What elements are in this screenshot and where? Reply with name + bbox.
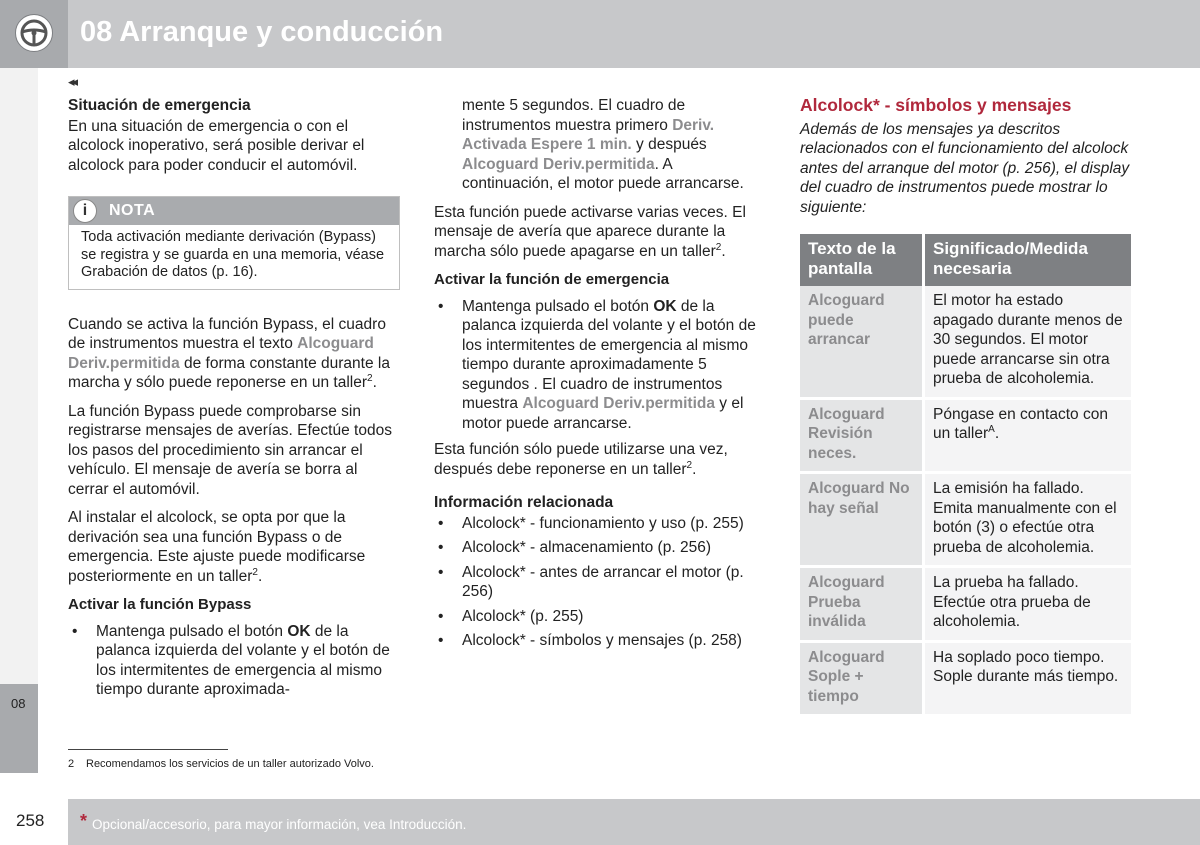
related-links — [434, 514, 766, 651]
related-link[interactable]: • Alcolock* (p. 255) — [434, 607, 766, 627]
bypass-step-continuation: mente 5 segundos. El cuadro de instrumentos muestra primero Deriv. Activada Espere 1 min. y después Alcoguard Deriv.permitida. A continuación, el motor puede arrancarse. — [462, 97, 744, 192]
meaning-cell: Ha soplado poco tiempo. Sople durante más tiempo. — [925, 643, 1131, 718]
bypass-paragraph: Cuando se activa la función Bypass, el cuadro de instrumentos muestra el texto Alcoguard Deriv.permitida de forma constante durante la marcha y sólo puede reponerse en un taller$^2$. — [68, 315, 390, 391]
repeat-paragraph: Esta función puede activarse varias veces. El mensaje de avería que aparece durante la marcha sólo puede apagarse en un taller$^2$. — [434, 203, 746, 260]
meaning-cell: El motor ha estado apagado durante menos de 30 segundos. El motor puede arrancarse sin otra prueba de alcoholemia. — [925, 286, 1131, 400]
bypass-steps — [68, 622, 400, 700]
single-use-paragraph: Esta función sólo puede utilizarse una vez, después debe reponerse en un taller$^2$. — [434, 441, 728, 478]
emergency-heading: Situación de emergencia — [68, 97, 251, 114]
column-header: Significado/Medida necesaria — [925, 234, 1131, 286]
activate-emergency-heading: Activar la función de emergencia — [434, 271, 670, 288]
meaning-cell: La prueba ha fallado. Efectúe otra prueba de alcoholemia. — [925, 568, 1131, 643]
chapter-side-tab — [0, 684, 38, 773]
related-link[interactable]: • Alcolock* - almacenamiento (p. 256) — [434, 538, 766, 558]
table-row — [800, 568, 1131, 643]
note-title: NOTA — [109, 202, 156, 219]
section-intro: Además de los mensajes ya descritos relacionados con el funcionamiento del alcolock antes del arranque del motor (p. 256), el display del cuadro de instrumentos puede mostrar lo siguiente: — [800, 120, 1130, 216]
footnote-mark: 2 — [68, 758, 75, 770]
table-row — [800, 286, 1131, 400]
list-item: • Mantenga pulsado el botón OK de la palanca izquierda del volante y el botón de los intermitentes de emergencia al mismo tiempo durante aproximadamente 5 segundos . El cuadro de instrumentos muestra Alcoguard Deriv.permitida y el motor puede arrancarse. — [434, 297, 766, 434]
table-header-row — [800, 234, 1131, 286]
column-middle — [434, 96, 766, 658]
side-margin — [0, 68, 38, 773]
messages-table — [800, 234, 1131, 717]
steering-wheel-icon — [15, 14, 53, 52]
related-link[interactable]: • Alcolock* - antes de arrancar el motor (p. 256) — [434, 563, 766, 602]
table-row — [800, 400, 1131, 475]
display-text-cell: Alcoguard Sople + tiempo — [800, 643, 925, 718]
chapter-header — [0, 0, 1200, 68]
table-row — [800, 474, 1131, 568]
display-text-cell: Alcoguard Prueba inválida — [800, 568, 925, 643]
chapter-title: 08 Arranque y conducción — [80, 16, 444, 48]
column-header: Texto de la pantalla — [800, 234, 925, 286]
option-star-icon: * — [80, 811, 88, 831]
display-text-highlight: Alcoguard Deriv.permitida — [68, 335, 374, 372]
footer-bar — [68, 799, 1200, 845]
list-item: • Mantenga pulsado el botón OK de la palanca izquierda del volante y el botón de los intermitentes de emergencia al mismo tiempo durante aproximada- — [68, 622, 400, 700]
column-right — [800, 96, 1132, 717]
note-header — [69, 197, 399, 225]
emergency-steps — [434, 297, 766, 434]
back-arrows-icon[interactable]: ◂◂ — [68, 74, 76, 89]
meaning-cell: La emisión ha fallado. Emita manualmente con el botón (3) o efectúe otra prueba de alcoholemia. — [925, 474, 1131, 568]
section-title: Alcolock* - símbolos y mensajes — [800, 95, 1072, 115]
footnote — [68, 755, 374, 775]
header-icon-box — [0, 0, 68, 68]
info-icon: i — [73, 199, 97, 223]
display-text-cell: Alcoguard puede arrancar — [800, 286, 925, 400]
display-text-cell: Alcoguard Revisión neces. — [800, 400, 925, 475]
display-text-cell: Alcoguard No hay señal — [800, 474, 925, 568]
note-body: Toda activación mediante derivación (Bypass) se registra y se guarda en una memoria, véase Grabación de datos (p. 16). — [81, 229, 385, 280]
activate-bypass-heading: Activar la función Bypass — [68, 596, 252, 613]
install-paragraph: Al instalar el alcolock, se opta por que la derivación sea una función Bypass o de emergencia. Este ajuste puede modificarse posteriormente en un taller$^2$. — [68, 509, 366, 585]
footnote-divider — [68, 749, 228, 750]
column-left — [68, 96, 400, 707]
footer-text: Opcional/accesorio, para mayor información, vea Introducción. — [92, 817, 467, 832]
meaning-cell: Póngase en contacto con un taller$^A$. — [925, 400, 1131, 475]
emergency-paragraph: En una situación de emergencia o con el alcolock inoperativo, será posible derivar el alcolock para poder conducir el automóvil. — [68, 117, 365, 174]
related-heading: Información relacionada — [434, 494, 614, 511]
side-tab-label: 08 — [11, 696, 26, 711]
related-link[interactable]: • Alcolock* - funcionamiento y uso (p. 255) — [434, 514, 766, 534]
page-number: 258 — [16, 811, 45, 830]
footnote-text: Recomendamos los servicios de un taller autorizado Volvo. — [86, 758, 374, 770]
note-box — [68, 196, 400, 290]
bypass-check-paragraph: La función Bypass puede comprobarse sin registrarse mensajes de averías. Efectúe todos los pasos del procedimiento sin arrancar el vehículo. El mensaje de avería se borra al cerrar el automóvil. — [68, 402, 392, 498]
table-row — [800, 643, 1131, 718]
related-link[interactable]: • Alcolock* - símbolos y mensajes (p. 258) — [434, 631, 766, 651]
